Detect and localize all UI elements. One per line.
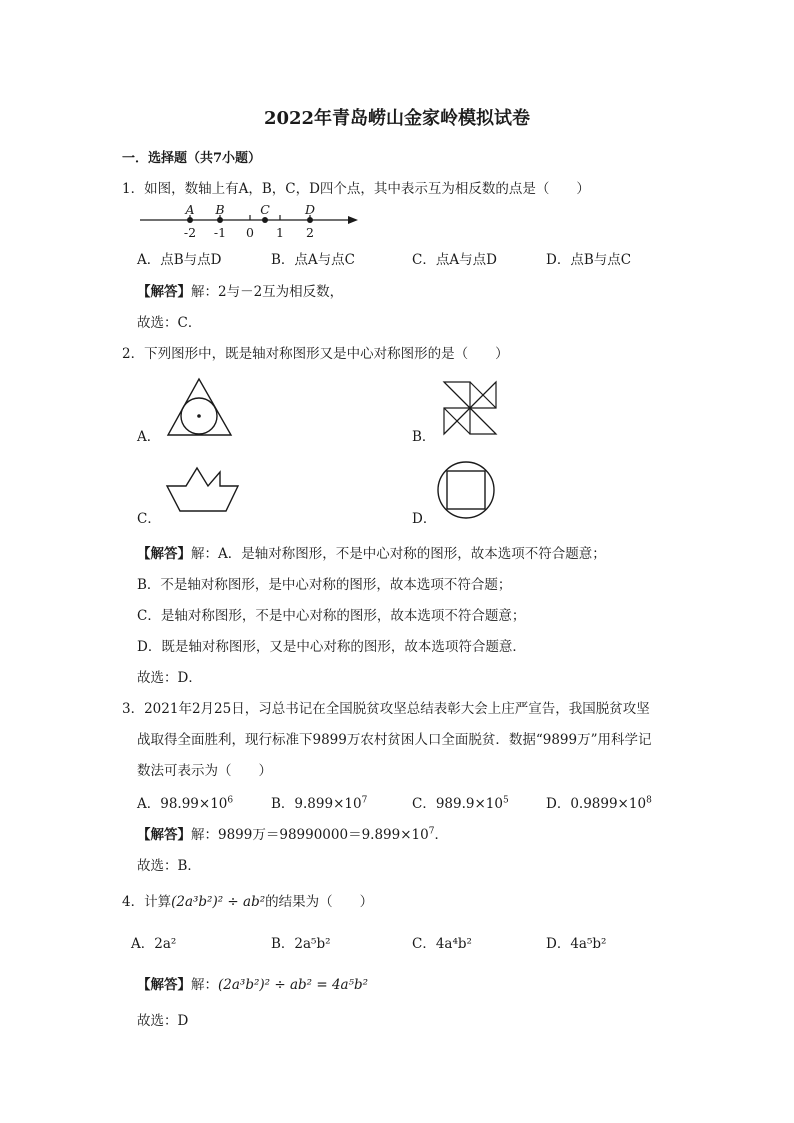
q2-answer-line-4: D．既是轴对称图形，又是中心对称的图形，故本选项符合题意． bbox=[137, 639, 526, 655]
q2-label-d: D． bbox=[412, 511, 437, 527]
answer-tag: 【解答】 bbox=[137, 977, 191, 993]
number-line-point bbox=[187, 217, 193, 223]
q2-answer-line-3: C．是轴对称图形，不是中心对称的图形，故本选项不符合题意； bbox=[137, 608, 526, 624]
point-label: D bbox=[304, 202, 316, 217]
pinwheel-figure bbox=[442, 380, 498, 436]
q2-stem: 2．下列图形中，既是轴对称图形又是中心对称图形的是（ ） bbox=[122, 346, 509, 362]
q2-label-c: C． bbox=[137, 511, 161, 527]
tick-label: -2 bbox=[183, 225, 197, 240]
q1-option-b: B．点A与点C bbox=[271, 252, 355, 268]
q4-option-d: D．4a⁵b² bbox=[546, 936, 607, 952]
q2-answer-line-2: B．不是轴对称图形，是中心对称的图形，故本选项不符合题； bbox=[137, 577, 512, 593]
tick-label: 2 bbox=[306, 225, 314, 240]
tick-label: 1 bbox=[276, 225, 284, 240]
q1-option-c: C．点A与点D bbox=[412, 252, 497, 268]
q2-answer-line-1 bbox=[137, 542, 606, 562]
q1-answer bbox=[137, 280, 343, 300]
answer-tag: 【解答】 bbox=[137, 284, 191, 300]
q2-label-b: B． bbox=[412, 429, 436, 445]
q4-stem bbox=[122, 890, 373, 910]
q3-option-c-exp: 5 bbox=[502, 795, 509, 806]
answer-tag: 【解答】 bbox=[137, 546, 191, 562]
q3-option-a-exp: 6 bbox=[227, 795, 234, 806]
number-line-figure bbox=[140, 200, 370, 242]
q4-stem-expression: (2a³b²)² ÷ ab² bbox=[171, 894, 266, 910]
number-line-point bbox=[262, 217, 268, 223]
answer-tag: 【解答】 bbox=[137, 827, 191, 843]
q4-stem-prefix: 4．计算 bbox=[122, 894, 172, 910]
arrow-right-icon bbox=[348, 216, 358, 224]
q2-answer-text-1: 解：A．是轴对称图形，不是中心对称的图形，故本选项不符合题意； bbox=[191, 546, 606, 562]
q1-answer-text: 解：2与－2互为相反数， bbox=[191, 284, 344, 300]
tick-label: 0 bbox=[246, 225, 254, 240]
q1-option-a: A．点B与点D bbox=[137, 252, 222, 268]
tick-label: -1 bbox=[213, 225, 227, 240]
q3-answer-base: 解：9899万＝98990000＝9.899×10 bbox=[191, 827, 429, 843]
q3-stem-line-3: 数法可表示为（ ） bbox=[137, 763, 272, 779]
page-title: 2022年青岛崂山金家岭模拟试卷 bbox=[263, 108, 531, 129]
circle-square-figure bbox=[435, 459, 497, 521]
q3-option-a bbox=[137, 792, 233, 812]
q3-option-d-exp: 8 bbox=[646, 795, 652, 806]
crown-boat-figure bbox=[164, 466, 242, 514]
q3-answer bbox=[137, 823, 448, 843]
q4-option-a: A．2a² bbox=[131, 936, 177, 952]
q4-option-b: B．2a⁵b² bbox=[271, 936, 331, 952]
q1-choice: 故选：C． bbox=[137, 315, 202, 331]
q4-stem-suffix: 的结果为（ ） bbox=[265, 894, 374, 910]
q3-option-b-base: B．9.899×10 bbox=[271, 796, 362, 812]
point-label: B bbox=[215, 202, 225, 217]
q3-option-d-base: D．0.9899×10 bbox=[546, 796, 647, 812]
q3-option-c-base: C．989.9×10 bbox=[412, 796, 503, 812]
q4-answer bbox=[137, 973, 368, 993]
q3-answer-end: ． bbox=[434, 827, 448, 843]
q3-stem-line-2: 战取得全面胜利，现行标准下9899万农村贫困人口全面脱贫．数据“9899万”用科学记 bbox=[137, 732, 652, 748]
q3-option-b bbox=[271, 792, 367, 812]
section-heading: 一．选择题（共7小题） bbox=[122, 151, 262, 166]
q2-label-a: A． bbox=[137, 429, 161, 445]
q3-option-b-exp: 7 bbox=[361, 795, 368, 806]
point-label: C bbox=[260, 202, 270, 217]
q3-answer-exp: 7 bbox=[428, 826, 435, 837]
q3-option-c bbox=[412, 792, 509, 812]
q1-option-d: D．点B与点C bbox=[546, 252, 632, 268]
number-line-point bbox=[307, 217, 313, 223]
q3-option-a-base: A．98.99×10 bbox=[137, 796, 228, 812]
q1-stem: 1．如图，数轴上有A，B，C，D四个点，其中表示互为相反数的点是（ ） bbox=[122, 181, 590, 197]
q2-choice: 故选：D． bbox=[137, 670, 202, 686]
q4-choice: 故选：D bbox=[137, 1013, 189, 1029]
q3-choice: 故选：B． bbox=[137, 858, 201, 874]
number-line-point bbox=[217, 217, 223, 223]
q4-answer-expression: (2a³b²)² ÷ ab² = 4a⁵b² bbox=[218, 977, 369, 993]
q3-stem-line-1: 3．2021年2月25日，习总书记在全国脱贫攻坚总结表彰大会上庄严宣告，我国脱贫攻坚 bbox=[122, 701, 650, 717]
q4-answer-prefix: 解： bbox=[191, 977, 218, 993]
triangle-circle-figure bbox=[164, 376, 236, 438]
point-label: A bbox=[185, 202, 195, 217]
q3-option-d bbox=[546, 792, 652, 812]
q4-option-c: C．4a⁴b² bbox=[412, 936, 472, 952]
